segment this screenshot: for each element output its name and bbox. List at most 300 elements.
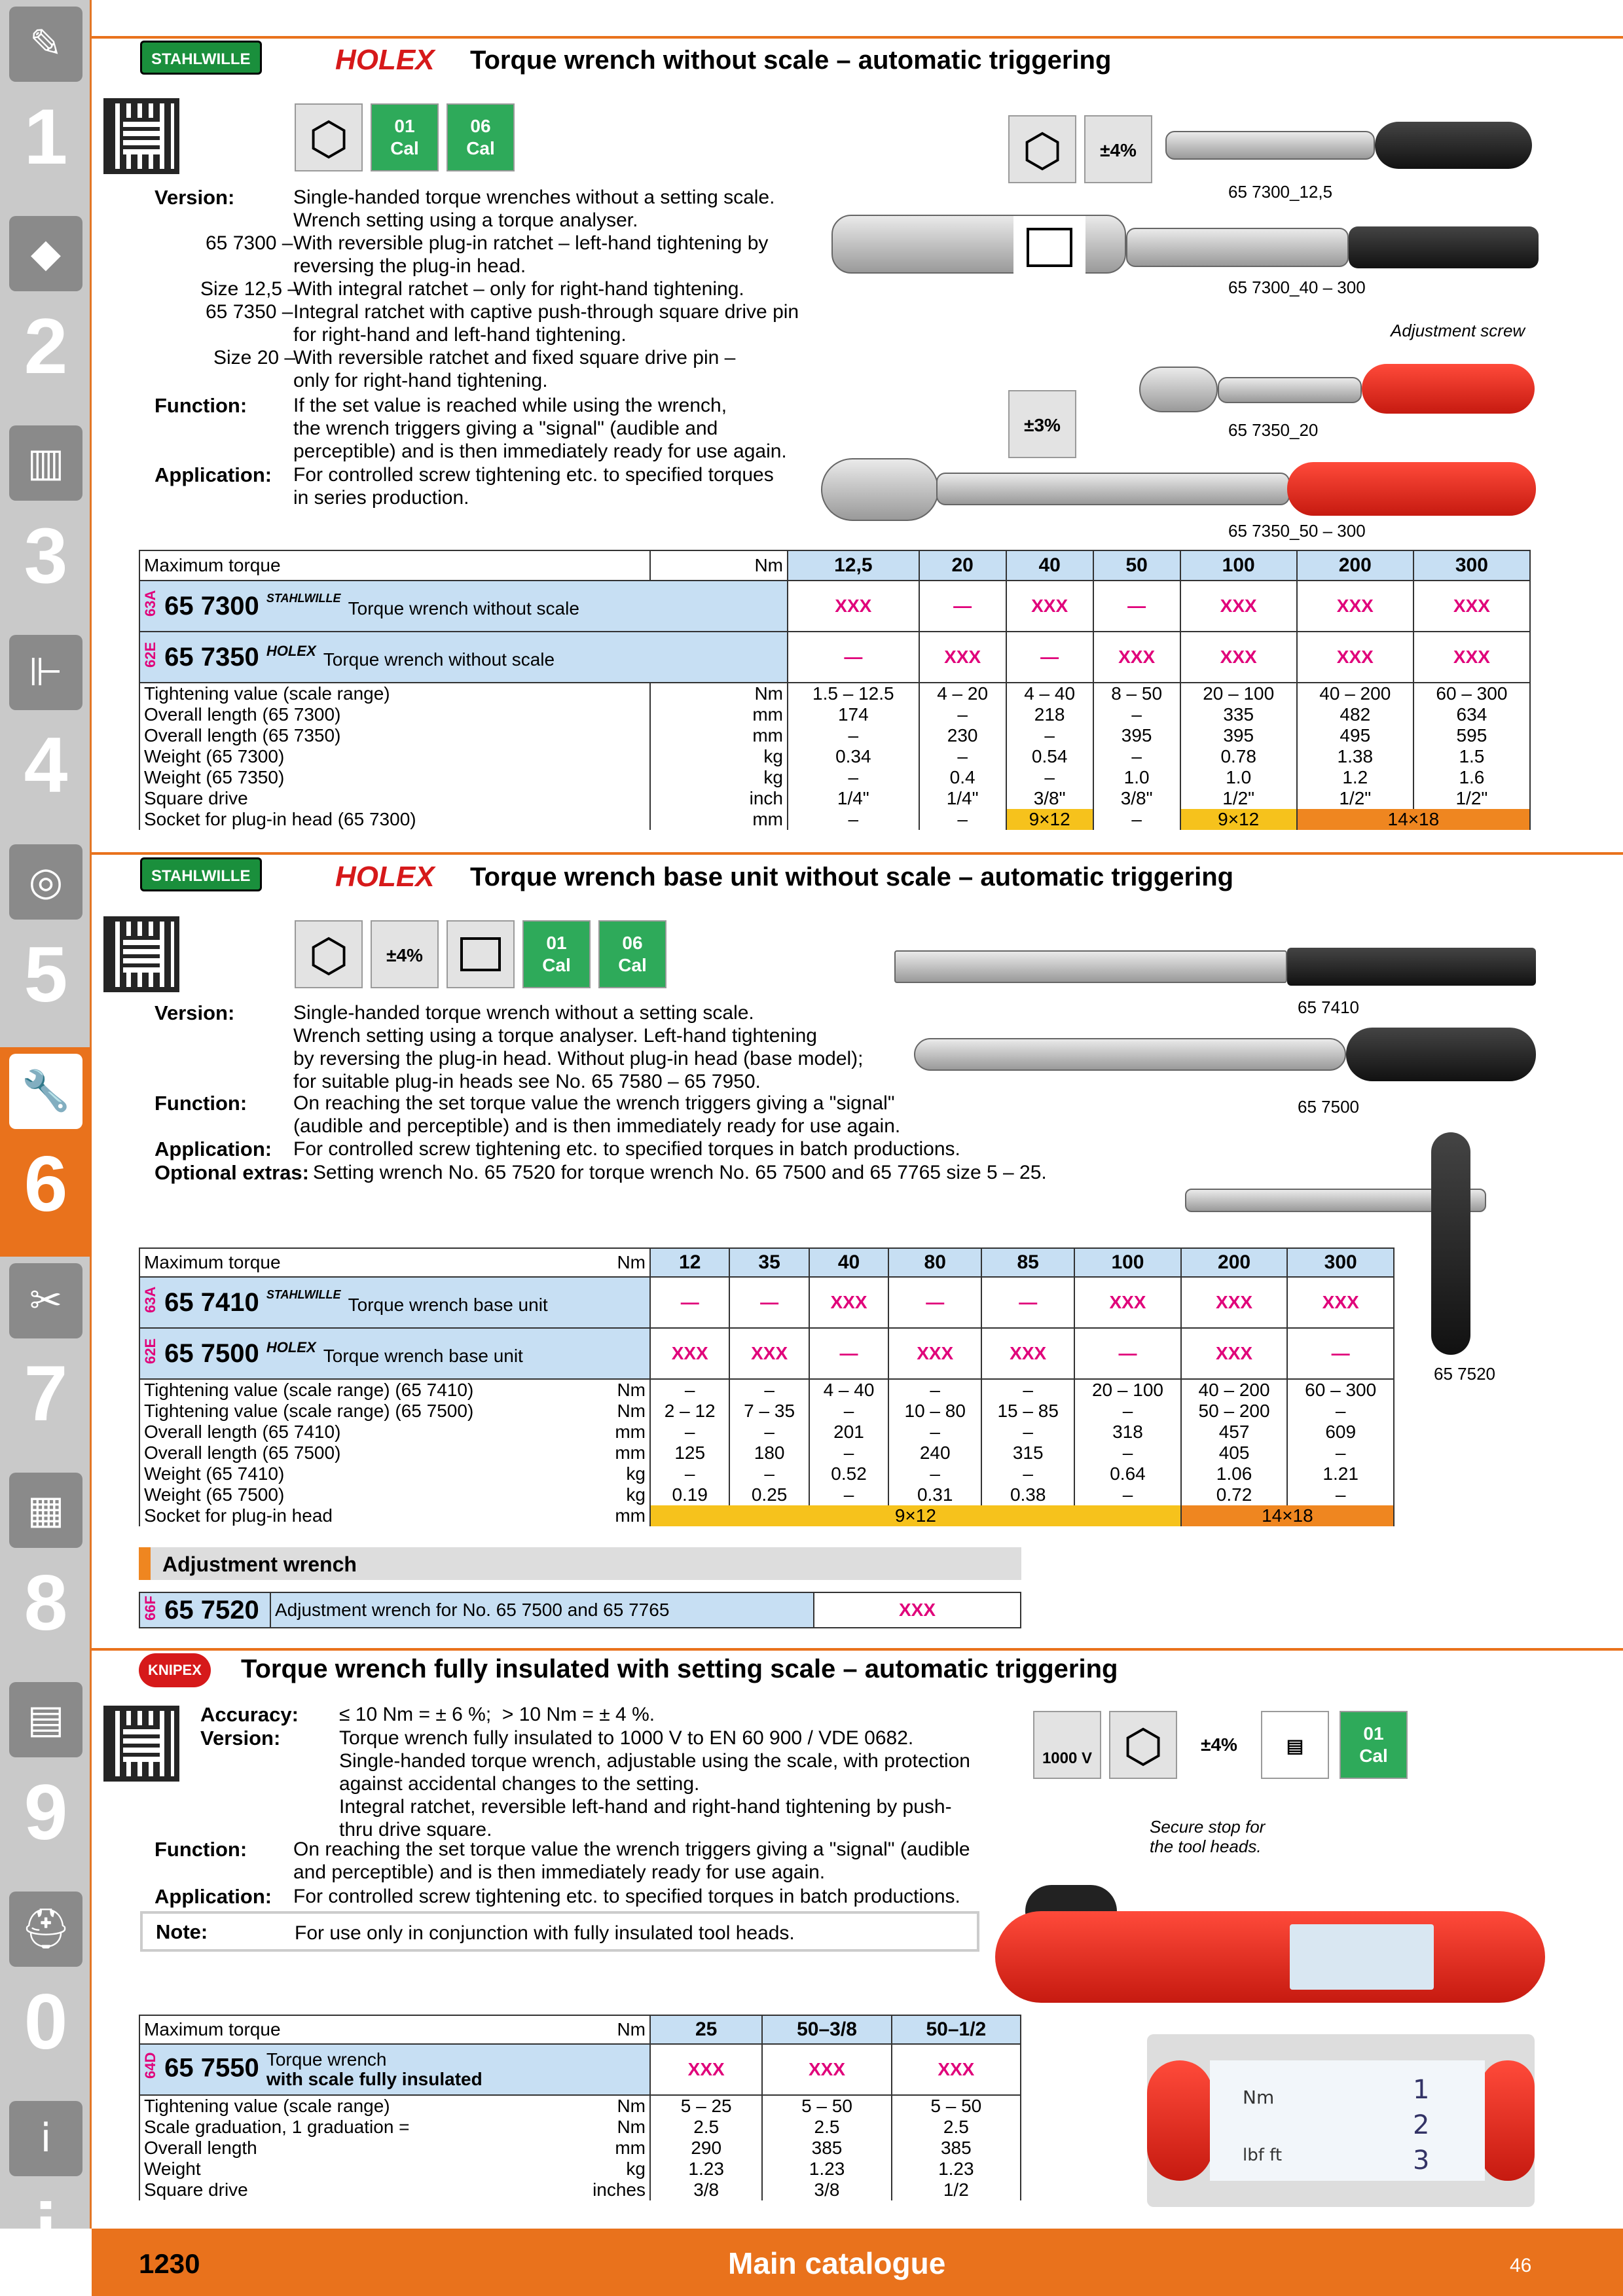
variant-text: Integral ratchet with captive push-through square drive pin for right-hand and left-hand tightening. bbox=[293, 301, 799, 346]
step-number: 3 bbox=[1413, 2145, 1430, 2176]
hex-torque-icon: ⬡ bbox=[1008, 115, 1076, 183]
spec-value: 4 – 40 bbox=[809, 1379, 888, 1401]
spec-value: 60 – 300 bbox=[1413, 683, 1530, 704]
calibration-badge-01: 01 Cal bbox=[1340, 1711, 1408, 1779]
spec-value: 482 bbox=[1297, 704, 1413, 725]
availability-cell: — bbox=[888, 1277, 981, 1328]
spec-value: 1.0 bbox=[1093, 767, 1180, 788]
wrench-image bbox=[1165, 131, 1375, 160]
spec-value: 9×12 bbox=[1006, 809, 1093, 830]
spec-label: Overall length (65 7500) mm bbox=[139, 1443, 650, 1463]
spec-value: 1/2" bbox=[1180, 788, 1297, 809]
spec-value: 395 bbox=[1180, 725, 1297, 746]
wrench-image bbox=[1218, 377, 1362, 403]
chapter-number: 2 bbox=[24, 302, 68, 390]
table-row bbox=[139, 746, 1530, 767]
table-row bbox=[139, 788, 1530, 809]
article-number: 65 7520 bbox=[164, 1595, 259, 1624]
spec-value: 1/2" bbox=[1297, 788, 1413, 809]
spec-value: 315 bbox=[981, 1443, 1074, 1463]
pliers-icon: ✂ bbox=[9, 1263, 82, 1338]
column-header: 20 bbox=[919, 550, 1006, 581]
spec-value: 174 bbox=[788, 704, 919, 725]
spec-value: – bbox=[809, 1484, 888, 1505]
spec-label: Socket for plug-in head mm bbox=[139, 1505, 650, 1526]
spec-value: 1/4" bbox=[788, 788, 919, 809]
holex-logo: HOLEX bbox=[335, 44, 435, 76]
caliper-icon: ⊩ bbox=[9, 635, 82, 710]
chapter-tab-2[interactable] bbox=[0, 209, 92, 419]
brand-mark: STAHLWILLE bbox=[266, 591, 341, 605]
spec-value: 2 – 12 bbox=[650, 1401, 729, 1422]
chapter-tab-i[interactable] bbox=[0, 2094, 92, 2296]
spec-value: 40 – 200 bbox=[1297, 683, 1413, 704]
function-label: Function: bbox=[155, 394, 247, 417]
product-table bbox=[139, 1247, 1395, 1526]
availability-cell: XXX bbox=[1181, 1328, 1288, 1379]
accuracy-badge: ±3% bbox=[1008, 390, 1076, 458]
availability-cell: XXX bbox=[892, 2044, 1021, 2095]
spec-value: 1.5 – 12.5 bbox=[788, 683, 919, 704]
spec-value: 14×18 bbox=[1297, 809, 1530, 830]
version-label: Version: bbox=[155, 1001, 235, 1024]
application-label: Application: bbox=[155, 463, 272, 486]
catalogue-code: 62E bbox=[142, 1338, 158, 1364]
table-row bbox=[139, 1422, 1394, 1443]
spec-value: – bbox=[650, 1422, 729, 1443]
product-caption: 65 7410 bbox=[1298, 997, 1359, 1017]
brand-mark: STAHLWILLE bbox=[266, 1287, 341, 1301]
chapter-tab-4[interactable] bbox=[0, 628, 92, 838]
spec-value: – bbox=[919, 809, 1006, 830]
spec-value: 40 – 200 bbox=[1181, 1379, 1288, 1401]
spec-value: – bbox=[1287, 1484, 1394, 1505]
spec-value: – bbox=[1006, 767, 1093, 788]
section-divider bbox=[92, 36, 1623, 39]
column-header: 80 bbox=[888, 1248, 981, 1277]
spec-label: Weight kg bbox=[139, 2159, 650, 2179]
section-divider bbox=[92, 1648, 1623, 1651]
table-row bbox=[139, 704, 1530, 725]
product-caption: 65 7500 bbox=[1298, 1097, 1359, 1117]
chapter-number: 5 bbox=[24, 931, 68, 1018]
accuracy-badge: ±4% bbox=[1084, 115, 1152, 183]
wrench-icon: 🔧 bbox=[9, 1054, 82, 1129]
availability-cell: XXX bbox=[1181, 1277, 1288, 1328]
accuracy-badge: ±4% bbox=[371, 920, 439, 988]
availability-cell: XXX bbox=[1287, 1277, 1394, 1328]
vde-1000v-badge: 1000 V bbox=[1033, 1711, 1101, 1779]
spec-value: 50 – 200 bbox=[1181, 1401, 1288, 1422]
spec-value: 3/8" bbox=[1006, 788, 1093, 809]
table-row[interactable] bbox=[139, 1277, 1394, 1328]
ratchet-head-image bbox=[821, 458, 939, 521]
spec-value: – bbox=[981, 1463, 1074, 1484]
spec-value: 1.23 bbox=[650, 2159, 762, 2179]
availability-cell: XXX bbox=[1074, 1277, 1181, 1328]
spec-value: 10 – 80 bbox=[888, 1401, 981, 1422]
wrench-image bbox=[1126, 228, 1349, 267]
spec-label: Weight (65 7350) bbox=[139, 767, 650, 788]
spec-value: 201 bbox=[809, 1422, 888, 1443]
availability-cell: XXX bbox=[809, 1277, 888, 1328]
spec-unit: mm bbox=[650, 725, 788, 746]
application-label: Application: bbox=[155, 1138, 272, 1160]
accuracy-label: Accuracy: bbox=[200, 1703, 299, 1726]
table-row bbox=[139, 2117, 1021, 2138]
spec-value: 290 bbox=[650, 2138, 762, 2159]
spec-value: – bbox=[888, 1379, 981, 1401]
spec-value: 0.64 bbox=[1074, 1463, 1181, 1484]
wrench-handle-image bbox=[1375, 122, 1532, 169]
spec-value: 1.06 bbox=[1181, 1463, 1288, 1484]
wrench-handle-image bbox=[1287, 948, 1536, 986]
spec-value: 0.31 bbox=[888, 1484, 981, 1505]
availability-cell: — bbox=[650, 1277, 729, 1328]
availability-cell: XXX bbox=[650, 2044, 762, 2095]
unit-label: Nm bbox=[650, 550, 788, 581]
spec-value: 335 bbox=[1180, 704, 1297, 725]
section-divider bbox=[92, 852, 1623, 855]
availability-cell: XXX bbox=[1413, 632, 1530, 683]
column-header: 300 bbox=[1287, 1248, 1394, 1277]
spec-value: 0.19 bbox=[650, 1484, 729, 1505]
chapter-number: 4 bbox=[24, 721, 68, 809]
red-handle-image bbox=[1147, 2060, 1213, 2181]
spec-label: Square drive inches bbox=[139, 2179, 650, 2200]
spec-value: 3/8 bbox=[650, 2179, 762, 2200]
step-number: 1 bbox=[1413, 2075, 1430, 2105]
qr-code[interactable] bbox=[103, 916, 179, 992]
page-number: 1230 bbox=[139, 2248, 200, 2279]
spec-unit: kg bbox=[650, 746, 788, 767]
spec-value: 14×18 bbox=[1181, 1505, 1394, 1526]
spec-value: – bbox=[1074, 1401, 1181, 1422]
chapter-tab-8[interactable] bbox=[0, 1466, 92, 1676]
version-text: Single-handed torque wrench without a setting scale. Wrench setting using a torque analyser. Left-hand tightening by reversing the plug-in head. Without plug-in head (base model); for suitable plug-in heads see No. 65 7580 – 65 7950. bbox=[293, 1002, 864, 1092]
spec-value: 5 – 25 bbox=[650, 2095, 762, 2117]
square-drive-icon bbox=[447, 920, 515, 988]
spec-value: – bbox=[888, 1422, 981, 1443]
spec-value: 15 – 85 bbox=[981, 1401, 1074, 1422]
table-row[interactable] bbox=[139, 581, 1530, 632]
chapter-number: 8 bbox=[24, 1559, 68, 1647]
version-text: Torque wrench fully insulated to 1000 V to EN 60 900 / VDE 0682. Single-handed torque wrench, adjustable using the scale, with protection against accidental changes to the setting. Integral ratchet, reversible left-hand and right-hand tightening by push- thru drive square. bbox=[339, 1727, 970, 1840]
column-header: 100 bbox=[1180, 550, 1297, 581]
spec-value: – bbox=[888, 1463, 981, 1484]
catalogue-code: 63A bbox=[142, 590, 158, 617]
table-row[interactable] bbox=[139, 2044, 1021, 2095]
catalogue-code: 62E bbox=[142, 641, 158, 668]
red-handle-image bbox=[1287, 462, 1536, 516]
spec-unit: kg bbox=[650, 767, 788, 788]
table-row bbox=[139, 1505, 1394, 1526]
spec-label: Socket for plug-in head (65 7300) bbox=[139, 809, 650, 830]
spec-value: – bbox=[1006, 725, 1093, 746]
spec-value: – bbox=[788, 809, 919, 830]
scale-closeup-image bbox=[1147, 2034, 1535, 2207]
adjustment-wrench-title: Adjustment wrench bbox=[162, 1552, 357, 1576]
column-header: 12,5 bbox=[788, 550, 919, 581]
article-description: Torque wrench bbox=[266, 2049, 387, 2070]
spec-value: – bbox=[1093, 746, 1180, 767]
table-row bbox=[139, 809, 1530, 830]
note-box bbox=[140, 1911, 979, 1952]
availability-cell: XXX bbox=[1413, 581, 1530, 632]
availability-cell: XXX bbox=[888, 1328, 981, 1379]
wrench-image bbox=[894, 950, 1287, 983]
table-row bbox=[139, 1401, 1394, 1422]
toolbox-icon: ▦ bbox=[9, 1473, 82, 1548]
qr-code[interactable] bbox=[103, 98, 179, 174]
spec-value: 1.6 bbox=[1413, 767, 1530, 788]
chapter-tab-9[interactable] bbox=[0, 1676, 92, 1885]
chapter-tab-3[interactable] bbox=[0, 419, 92, 628]
chapter-number: i bbox=[35, 2187, 57, 2275]
page-footer bbox=[92, 2229, 1623, 2296]
cabinet-icon: ▤ bbox=[9, 1682, 82, 1757]
table-row[interactable] bbox=[139, 1328, 1394, 1379]
product-caption: 65 7350_20 bbox=[1228, 420, 1319, 440]
spec-value: 1/2" bbox=[1413, 788, 1530, 809]
spec-label: Tightening value (scale range) (65 7410) Nm bbox=[139, 1379, 650, 1401]
spec-value: 1.21 bbox=[1287, 1463, 1394, 1484]
variant-text: With reversible plug-in ratchet – left-hand tightening by reversing the plug-in head. bbox=[293, 232, 769, 277]
spec-value: 0.78 bbox=[1180, 746, 1297, 767]
spec-value: – bbox=[809, 1401, 888, 1422]
spec-label: Square drive bbox=[139, 788, 650, 809]
spec-label: Overall length (65 7300) bbox=[139, 704, 650, 725]
section-title: Torque wrench without scale – automatic triggering bbox=[470, 46, 1112, 75]
spec-value: 230 bbox=[919, 725, 1006, 746]
application-text: For controlled screw tightening etc. to specified torques in series production. bbox=[293, 464, 774, 509]
calibration-badge-06: 06 Cal bbox=[447, 103, 515, 171]
spec-value: 1/2 bbox=[892, 2179, 1021, 2200]
column-header: 12 bbox=[650, 1248, 729, 1277]
availability-cell: — bbox=[981, 1277, 1074, 1328]
spec-value: 0.25 bbox=[729, 1484, 809, 1505]
function-text: On reaching the set torque value the wrench triggers giving a "signal" (audible and perceptible) and is then immediately ready for use again. bbox=[293, 1092, 901, 1137]
optional-extras-label: Optional extras: bbox=[155, 1161, 309, 1184]
spec-value: 180 bbox=[729, 1443, 809, 1463]
application-text: For controlled screw tightening etc. to specified torques in batch productions. bbox=[293, 1138, 960, 1160]
qr-code[interactable] bbox=[103, 1706, 179, 1782]
table-row[interactable] bbox=[139, 632, 1530, 683]
column-header: 25 bbox=[650, 2015, 762, 2044]
availability-cell: XXX bbox=[788, 581, 919, 632]
spec-value: 9×12 bbox=[1180, 809, 1297, 830]
column-header: 100 bbox=[1074, 1248, 1181, 1277]
knipex-logo: KNIPEX bbox=[139, 1653, 211, 1687]
function-label: Function: bbox=[155, 1092, 247, 1115]
availability-cell: XXX bbox=[1180, 581, 1297, 632]
spec-value: 218 bbox=[1006, 704, 1093, 725]
availability-cell: XXX bbox=[1006, 581, 1093, 632]
spec-value: – bbox=[1287, 1443, 1394, 1463]
variant-text: With integral ratchet – only for right-hand tightening. bbox=[293, 278, 744, 300]
wrench-handle-image bbox=[1349, 226, 1539, 268]
spec-value: 385 bbox=[762, 2138, 891, 2159]
column-header: 300 bbox=[1413, 550, 1530, 581]
wrench-handle-image bbox=[1346, 1028, 1536, 1081]
column-header: 40 bbox=[809, 1248, 888, 1277]
insulated-wrench-image bbox=[995, 1911, 1545, 2003]
chuck-icon: ▥ bbox=[9, 425, 82, 501]
spec-value: 634 bbox=[1413, 704, 1530, 725]
product-table bbox=[139, 2015, 1021, 2200]
spec-value: 0.34 bbox=[788, 746, 919, 767]
column-header: 35 bbox=[729, 1248, 809, 1277]
chapter-tab-1[interactable] bbox=[0, 0, 92, 209]
table-row[interactable] bbox=[139, 1592, 1021, 1628]
spec-value: 4 – 40 bbox=[1006, 683, 1093, 704]
spec-value: 385 bbox=[892, 2138, 1021, 2159]
product-table bbox=[139, 550, 1531, 830]
safety-icon: ⛑ bbox=[9, 1892, 82, 1967]
spec-value: – bbox=[809, 1443, 888, 1463]
saw-icon: ◎ bbox=[9, 844, 82, 920]
chapter-number: 6 bbox=[24, 1140, 68, 1228]
spec-value: 1.0 bbox=[1180, 767, 1297, 788]
table-row bbox=[139, 2138, 1021, 2159]
spec-value: 125 bbox=[650, 1443, 729, 1463]
spec-value: – bbox=[729, 1422, 809, 1443]
hex-torque-icon: ⬡ bbox=[1109, 1711, 1177, 1779]
spec-value: 1.38 bbox=[1297, 746, 1413, 767]
table-row bbox=[139, 1379, 1394, 1401]
version-text: Single-handed torque wrenches without a setting scale. Wrench setting using a torque analyser. bbox=[293, 187, 775, 231]
chapter-number: 1 bbox=[24, 93, 68, 181]
chapter-tab-6[interactable] bbox=[0, 1047, 92, 1257]
spec-value: 1.5 bbox=[1413, 746, 1530, 767]
spec-value: 2.5 bbox=[650, 2117, 762, 2138]
scale-window bbox=[1210, 2060, 1485, 2181]
column-header: 200 bbox=[1181, 1248, 1288, 1277]
spec-label: Weight (65 7300) bbox=[139, 746, 650, 767]
table-row bbox=[139, 725, 1530, 746]
spec-value: 8 – 50 bbox=[1093, 683, 1180, 704]
note-label: Note: bbox=[156, 1920, 208, 1943]
availability-cell: — bbox=[809, 1328, 888, 1379]
table-header-label: Maximum torque bbox=[139, 550, 650, 581]
spec-value: 2.5 bbox=[892, 2117, 1021, 2138]
spec-unit: mm bbox=[650, 809, 788, 830]
insert-icon: ◆ bbox=[9, 216, 82, 291]
spec-value: – bbox=[1093, 809, 1180, 830]
spec-label: Weight (65 7410) kg bbox=[139, 1463, 650, 1484]
product-caption: 65 7300_12,5 bbox=[1228, 182, 1333, 202]
availability-cell: — bbox=[1006, 632, 1093, 683]
availability-cell: XXX bbox=[1297, 632, 1413, 683]
function-text: On reaching the set torque value the wrench triggers giving a "signal" (audible and perceptible) and is then immediately ready for use again. bbox=[293, 1839, 970, 1883]
spec-label: Overall length mm bbox=[139, 2138, 650, 2159]
availability-cell: — bbox=[919, 581, 1006, 632]
note-text: For use only in conjunction with fully insulated tool heads. bbox=[295, 1922, 795, 1944]
availability-cell: XXX bbox=[919, 632, 1006, 683]
availability-cell: — bbox=[1093, 581, 1180, 632]
square-drive-icon bbox=[1013, 216, 1085, 279]
table-row bbox=[139, 683, 1530, 704]
spec-value: 1.23 bbox=[762, 2159, 891, 2179]
column-header: 50 bbox=[1093, 550, 1180, 581]
version-label: Version: bbox=[200, 1727, 281, 1749]
spec-value: – bbox=[981, 1422, 1074, 1443]
spec-value: – bbox=[729, 1379, 809, 1401]
product-caption: 65 7520 bbox=[1434, 1364, 1495, 1384]
spec-value: 9×12 bbox=[650, 1505, 1181, 1526]
column-header: 85 bbox=[981, 1248, 1074, 1277]
availability-cell: — bbox=[729, 1277, 809, 1328]
chapter-tab-7[interactable] bbox=[0, 1257, 92, 1466]
accuracy-badge: ±4% bbox=[1185, 1711, 1253, 1779]
spec-value: 1/4" bbox=[919, 788, 1006, 809]
optional-extras-text: Setting wrench No. 65 7520 for torque wrench No. 65 7500 and 65 7765 size 5 – 25. bbox=[313, 1162, 1047, 1183]
spec-value: 395 bbox=[1093, 725, 1180, 746]
availability-cell: XXX bbox=[650, 1328, 729, 1379]
spec-value: 457 bbox=[1181, 1422, 1288, 1443]
availability-cell: XXX bbox=[814, 1592, 1021, 1628]
availability-cell: XXX bbox=[1297, 581, 1413, 632]
article-number: 65 7350 bbox=[164, 642, 259, 672]
table-row bbox=[139, 2095, 1021, 2117]
spec-value: 2.5 bbox=[762, 2117, 891, 2138]
availability-cell: XXX bbox=[762, 2044, 891, 2095]
annotation-caption: Secure stop for the tool heads. bbox=[1150, 1817, 1266, 1856]
table-row bbox=[139, 1484, 1394, 1505]
article-number: 65 7500 bbox=[164, 1338, 259, 1368]
chapter-number: 9 bbox=[24, 1768, 68, 1856]
variant-key: 65 7350 – bbox=[206, 301, 293, 323]
catalogue-code: 63A bbox=[142, 1286, 158, 1313]
availability-cell: — bbox=[1287, 1328, 1394, 1379]
table-header-label: Maximum torque Nm bbox=[139, 1248, 650, 1277]
spec-value: 0.54 bbox=[1006, 746, 1093, 767]
article-description: Torque wrench without scale bbox=[323, 649, 555, 670]
article-number: 65 7410 bbox=[164, 1287, 259, 1317]
availability-cell: XXX bbox=[981, 1328, 1074, 1379]
section-title: Torque wrench base unit without scale – automatic triggering bbox=[470, 863, 1234, 891]
spec-value: – bbox=[981, 1379, 1074, 1401]
adjustment-wrench-header bbox=[139, 1547, 1021, 1580]
table-row bbox=[139, 767, 1530, 788]
step-number: 2 bbox=[1413, 2110, 1430, 2140]
product-caption: 65 7300_40 – 300 bbox=[1228, 278, 1366, 297]
spec-value: – bbox=[1074, 1443, 1181, 1463]
spec-value: 0.4 bbox=[919, 767, 1006, 788]
version-label: Version: bbox=[155, 186, 235, 209]
spec-value: 5 – 50 bbox=[762, 2095, 891, 2117]
chapter-tab-5[interactable] bbox=[0, 838, 92, 1047]
column-header: 200 bbox=[1297, 550, 1413, 581]
red-handle-image bbox=[1362, 364, 1535, 414]
wrench-image bbox=[936, 473, 1290, 505]
spec-label: Tightening value (scale range) Nm bbox=[139, 2095, 650, 2117]
wrench-image bbox=[914, 1038, 1346, 1071]
column-header: 40 bbox=[1006, 550, 1093, 581]
ratchet-head-image bbox=[1139, 367, 1218, 412]
chapter-number: 7 bbox=[24, 1350, 68, 1437]
application-label: Application: bbox=[155, 1885, 272, 1908]
table-row bbox=[139, 1463, 1394, 1484]
drill-icon: ✎ bbox=[9, 7, 82, 82]
availability-cell: — bbox=[788, 632, 919, 683]
red-handle-image bbox=[1481, 2060, 1535, 2181]
chapter-tab-0[interactable] bbox=[0, 1885, 92, 2094]
orange-marker bbox=[139, 1547, 151, 1580]
availability-cell: XXX bbox=[1180, 632, 1297, 683]
spec-value: 0.52 bbox=[809, 1463, 888, 1484]
article-description: Torque wrench base unit bbox=[323, 1345, 523, 1366]
